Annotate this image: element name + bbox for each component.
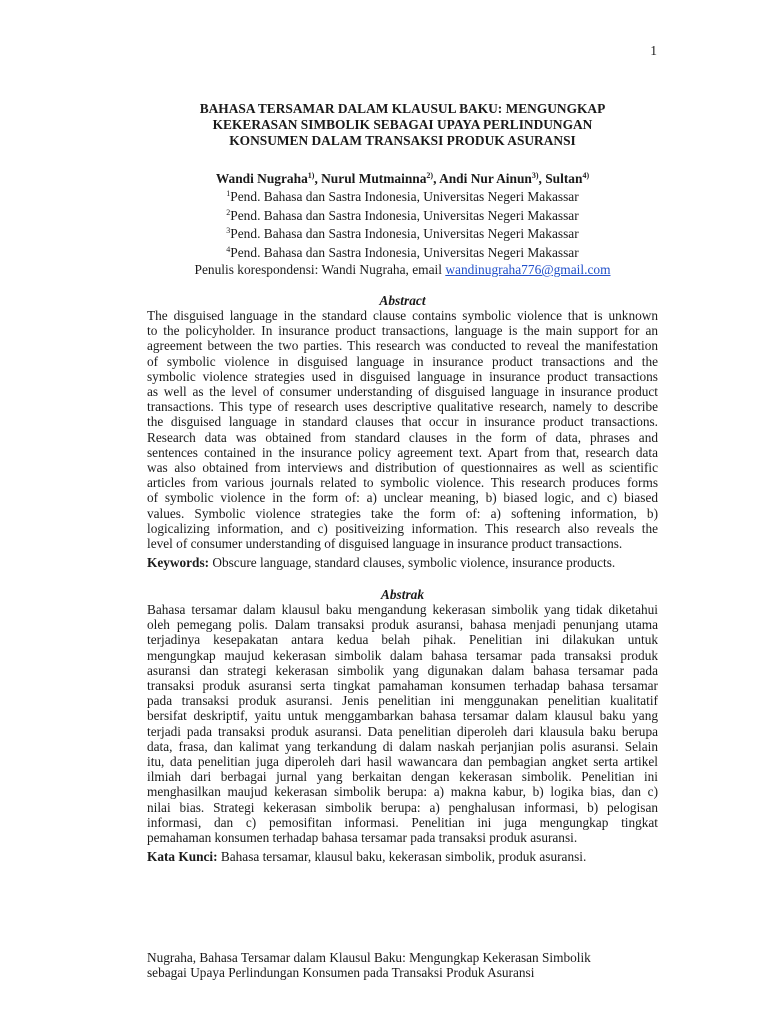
abstract-line: was also obtained from interviews and distribution of questionnaires as well as scientific: [147, 460, 658, 476]
abstrak-line: terjadinya kesepakatan antara kedua belah pihak. Penelitian ini dilakukan untuk: [147, 632, 658, 648]
title-line: KONSUMEN DALAM TRANSAKSI PRODUK ASURANSI: [229, 133, 576, 148]
author-sep: ,: [538, 171, 546, 186]
footer-line: sebagai Upaya Perlindungan Konsumen pada Transaksi Produk Asuransi: [147, 965, 535, 981]
affiliation: [147, 242, 658, 261]
affiliation-text: Pend. Bahasa dan Sastra Indonesia, Universitas Negeri Makassar: [230, 189, 579, 204]
affiliation-num: 3: [226, 226, 231, 236]
affiliation: [147, 223, 658, 242]
abstract-line: sentences contained in the insurance policy agreement text. Apart from that, research data: [147, 444, 658, 460]
abstract-line: the disguised language in standard clauses that occur in insurance product transactions.: [147, 414, 658, 430]
abstrak-line: transaksi produk asuransi serta tingkat pamahaman konsumen terhadap bahasa tersamar: [147, 678, 658, 694]
abstract-line: Research data was obtained from standard clauses in the form of data, phrases and: [147, 429, 658, 445]
author-name: Wandi Nugraha: [215, 171, 308, 186]
title-line: KEKERASAN SIMBOLIK SEBAGAI UPAYA PERLINDUNGAN: [212, 117, 593, 132]
abstract-line: agreement between the two parties. This research was conducted to reveal the manifestation: [147, 338, 658, 354]
abstrak-line: informasi, dan c) pemosifitan informasi. Penelitian ini juga mengungkap tingkat: [147, 814, 658, 830]
abstrak-line: asuransi dan strategi kekerasan simbolik yang digunakan dalam bahasa tersamar pada: [147, 662, 658, 678]
author-sup: 2): [426, 171, 434, 180]
abstract-line: articles from various journals related to symbolic violence. This research produces forms: [147, 475, 658, 491]
abstrak-line: bersifat deskriptif, yaitu untuk menggambarkan bahasa tersamar dalam klausul baku yang: [147, 708, 658, 724]
affiliation-num: 2: [226, 207, 231, 217]
author-sep: ,: [314, 171, 322, 186]
abstract-line: symbolic violence strategies used in disguised language in insurance product transactions: [147, 368, 658, 384]
author-list: [147, 171, 658, 187]
kata-kunci-text: Bahasa tersamar, klausul baku, kekerasan simbolik, produk asuransi.: [217, 849, 587, 864]
abstract-heading: Abstract: [379, 293, 426, 308]
author-name: Nurul Mutmainna: [321, 171, 427, 186]
author-sup: 4): [582, 171, 590, 180]
abstract-line: transactions. This type of research uses descriptive qualitative research, namely to describe: [147, 399, 658, 415]
keywords: [147, 555, 658, 571]
abstrak-line: pemahaman konsumen terhadap bahasa tersamar pada transaksi produk asuransi.: [147, 830, 578, 846]
author-sup: 1): [307, 171, 315, 180]
author-name: Sultan: [545, 171, 583, 186]
abstrak-line: menghasilkan maujud kekerasan simbolik berupa: a) makna kabur, b) logika bias, dan c): [147, 784, 658, 800]
affiliation: [147, 205, 658, 224]
affiliation-text: Pend. Bahasa dan Sastra Indonesia, Universitas Negeri Makassar: [230, 226, 579, 242]
abstrak-line: terjadi pada transaksi produk asuransi. Data penelitian diperoleh dari klausula baku berupa: [147, 723, 658, 739]
abstract-line: as well as the level of consumer understanding of disguised language in insurance product: [147, 384, 658, 400]
abstract-line: level of consumer understanding of disguised language in insurance product transactions.: [147, 536, 623, 552]
affiliation-text: Pend. Bahasa dan Sastra Indonesia, Universitas Negeri Makassar: [230, 244, 579, 260]
kata-kunci: [147, 849, 658, 865]
affiliation: [147, 186, 658, 205]
abstrak-body: [147, 602, 658, 845]
abstrak-line: Bahasa tersamar dalam klausul baku mengandung kekerasan simbolik yang tidak diketahui: [147, 602, 658, 617]
abstract-line: logicalizing information, and c) positiveizing information. This research also reveals the: [147, 520, 658, 536]
title-line: BAHASA TERSAMAR DALAM KLAUSUL BAKU: MENGUNGKAP: [199, 101, 606, 116]
author-sup: 3): [531, 171, 539, 180]
abstrak-line: pada transaksi produk asuransi. Jenis penelitian ini menggunakan penelitian kualitatif: [147, 693, 658, 709]
abstract-body: [147, 308, 658, 551]
abstrak-line: itu, data penelitian juga diperoleh dari hasil wawancara dan pembagian angket serta artikel: [147, 754, 658, 770]
keywords-label: Keywords:: [147, 555, 210, 570]
abstract-line: to the policyholder. In insurance product transactions, language is the main support for an: [147, 323, 658, 339]
footer-line: Nugraha, Bahasa Tersamar dalam Klausul Baku: Mengungkap Kekerasan Simbolik: [147, 950, 591, 965]
abstrak-line: data, frasa, dan kalimat yang terkandung di dalam naskah perjanjian polis asuransi. Selain: [147, 738, 658, 754]
abstract-line: values. Symbolic violence strategies take the form of: a) softening information, b): [147, 505, 658, 521]
correspondence: [147, 262, 658, 278]
paper-title: [147, 101, 658, 149]
abstract-line: of symbolic violence in disguised language in insurance product transactions and the: [147, 353, 658, 369]
running-footer: [147, 950, 667, 980]
affiliation-num: 4: [226, 244, 231, 254]
affiliation-text: Pend. Bahasa dan Sastra Indonesia, Universitas Negeri Makassar: [230, 207, 579, 223]
author-sep: ,: [433, 171, 440, 186]
keywords-text: Obscure language, standard clauses, symbolic violence, insurance products.: [209, 555, 616, 570]
abstrak-line: nilai bias. Strategi kekerasan simbolik berupa: a) penghalusan informasi, b) pelogisan: [147, 799, 658, 815]
abstrak-line: oleh pemegang polis. Dalam transaksi produk asuransi, bahasa menjadi penunjang utama: [147, 617, 658, 633]
abstrak-line: mengungkap maujud kekerasan simbolik dalam bahasa tersamar pada transaksi produk: [147, 647, 658, 663]
correspondence-label: Penulis korespondensi: Wandi Nugraha, email: [194, 262, 446, 277]
abstract-line: of symbolic violence in the form of: a) unclear meaning, b) biased logic, and c) biased: [147, 490, 658, 506]
abstrak-line: ilmiah dari berbagai jurnal yang berkaitan dengan kekerasan simbolik. Penelitian ini: [147, 769, 658, 785]
affiliation-num: 1: [226, 189, 231, 198]
kata-kunci-label: Kata Kunci:: [147, 849, 218, 864]
abstract-line: The disguised language in the standard clause contains symbolic violence that is unknown: [147, 308, 658, 323]
abstrak-heading: Abstrak: [380, 587, 425, 602]
page-number: 1: [650, 43, 657, 58]
author-name: Andi Nur Ainun: [439, 171, 532, 186]
affiliation-list: [147, 186, 658, 260]
email-link[interactable]: wandinugraha776@gmail.com: [445, 262, 611, 277]
